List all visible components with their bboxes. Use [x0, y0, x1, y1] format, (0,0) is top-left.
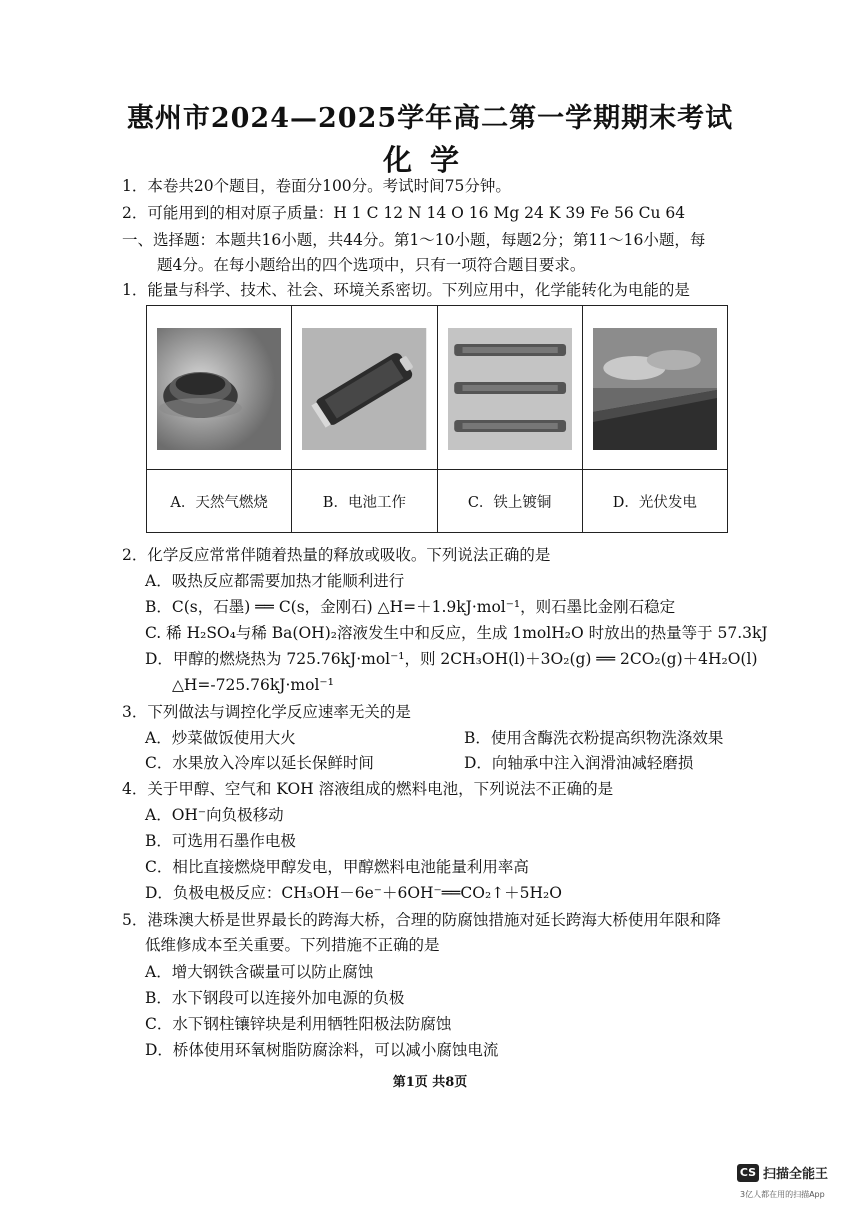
option-b-caption: B．电池工作	[322, 495, 406, 511]
question-2-option-c: C. 稀 H₂SO₄与稀 Ba(OH)₂溶液发生中和反应，生成 1molH₂O 时放出的热量等于 57.3kJ	[145, 624, 768, 642]
camscanner-name: 扫描全能王	[763, 1167, 829, 1182]
exam-title: 惠州市2024—2025学年高二第一学期期末考试	[126, 103, 734, 134]
option-d-cell	[583, 306, 727, 532]
question-5-option-b: B．水下钢段可以连接外加电源的负极	[145, 989, 405, 1007]
question-4-option-a: A．OH⁻向负极移动	[145, 806, 284, 824]
instruction-2: 2．可能用到的相对原子质量：H 1 C 12 N 14 O 16 Mg 24 K 39 Fe 56 Cu 64	[122, 204, 686, 222]
question-5-stem-line2: 低维修成本至关重要。下列措施不正确的是	[145, 936, 440, 954]
copper-plated-bolts-image	[448, 328, 572, 450]
battery-image	[302, 328, 426, 450]
camscanner-logo: CS	[737, 1164, 759, 1182]
question-1-figure-table	[146, 305, 728, 533]
option-d-caption: D．光伏发电	[612, 495, 697, 511]
section-heading-line1: 一、选择题：本题共16小题，共44分。第1～10小题，每题2分；第11～16小题，每	[122, 231, 706, 249]
question-2-option-b: B．C(s，石墨) ══ C(s，金刚石) △H=＋1.9kJ·mol⁻¹，则石墨比金刚石稳定	[145, 598, 676, 616]
question-3-option-a: A．炒菜做饭使用大火	[145, 729, 296, 747]
question-2-stem: 2．化学反应常常伴随着热量的释放或吸收。下列说法正确的是	[122, 546, 551, 564]
question-4-option-c: C．相比直接燃烧甲醇发电，甲醇燃料电池能量利用率高	[145, 858, 529, 876]
solar-panel-image	[593, 328, 717, 450]
option-a-cell	[147, 306, 292, 532]
instruction-1: 1．本卷共20个题目，卷面分100分。考试时间75分钟。	[122, 177, 511, 195]
question-3-option-d: D．向轴承中注入润滑油减轻磨损	[464, 754, 694, 772]
option-c-cell	[438, 306, 583, 532]
option-c-caption: C．铁上镀铜	[467, 495, 552, 511]
question-4-option-b: B．可选用石墨作电极	[145, 832, 296, 850]
camscanner-tagline: 3亿人都在用的扫描App	[740, 1190, 825, 1199]
page-footer: 第1页 共8页	[392, 1075, 468, 1090]
question-3-option-b: B．使用含酶洗衣粉提高织物洗涤效果	[464, 729, 724, 747]
question-5-option-d: D．桥体使用环氧树脂防腐涂料，可以减小腐蚀电流	[145, 1041, 499, 1059]
section-heading-line2: 题4分。在每小题给出的四个选项中，只有一项符合题目要求。	[157, 256, 586, 274]
gas-stove-image	[157, 328, 281, 450]
question-5-option-a: A．增大钢铁含碳量可以防止腐蚀	[145, 963, 374, 981]
question-1-stem: 1．能量与科学、技术、社会、环境关系密切。下列应用中，化学能转化为电能的是	[122, 281, 690, 299]
question-5-stem-line1: 5．港珠澳大桥是世界最长的跨海大桥，合理的防腐蚀措施对延长跨海大桥使用年限和降	[122, 911, 721, 929]
subject-title: 化学	[382, 143, 477, 177]
option-a-caption: A．天然气燃烧	[170, 495, 268, 511]
question-5-option-c: C．水下钢柱镶锌块是利用牺牲阳极法防腐蚀	[145, 1015, 452, 1033]
option-b-cell	[292, 306, 437, 532]
question-3-option-c: C．水果放入冷库以延长保鲜时间	[145, 754, 374, 772]
question-4-option-d: D．负极电极反应：CH₃OH－6e⁻＋6OH⁻══CO₂↑＋5H₂O	[145, 884, 562, 902]
question-2-option-a: A．吸热反应都需要加热才能顺利进行	[145, 572, 405, 590]
question-3-stem: 3．下列做法与调控化学反应速率无关的是	[122, 703, 411, 721]
question-4-stem: 4．关于甲醇、空气和 KOH 溶液组成的燃料电池，下列说法不正确的是	[122, 780, 614, 798]
question-2-option-d-line1: D．甲醇的燃烧热为 725.76kJ·mol⁻¹，则 2CH₃OH(l)＋3O₂(g) ══ 2CO₂(g)＋4H₂O(l)	[145, 650, 758, 668]
question-2-option-d-line2: △H=-725.76kJ·mol⁻¹	[172, 676, 334, 694]
